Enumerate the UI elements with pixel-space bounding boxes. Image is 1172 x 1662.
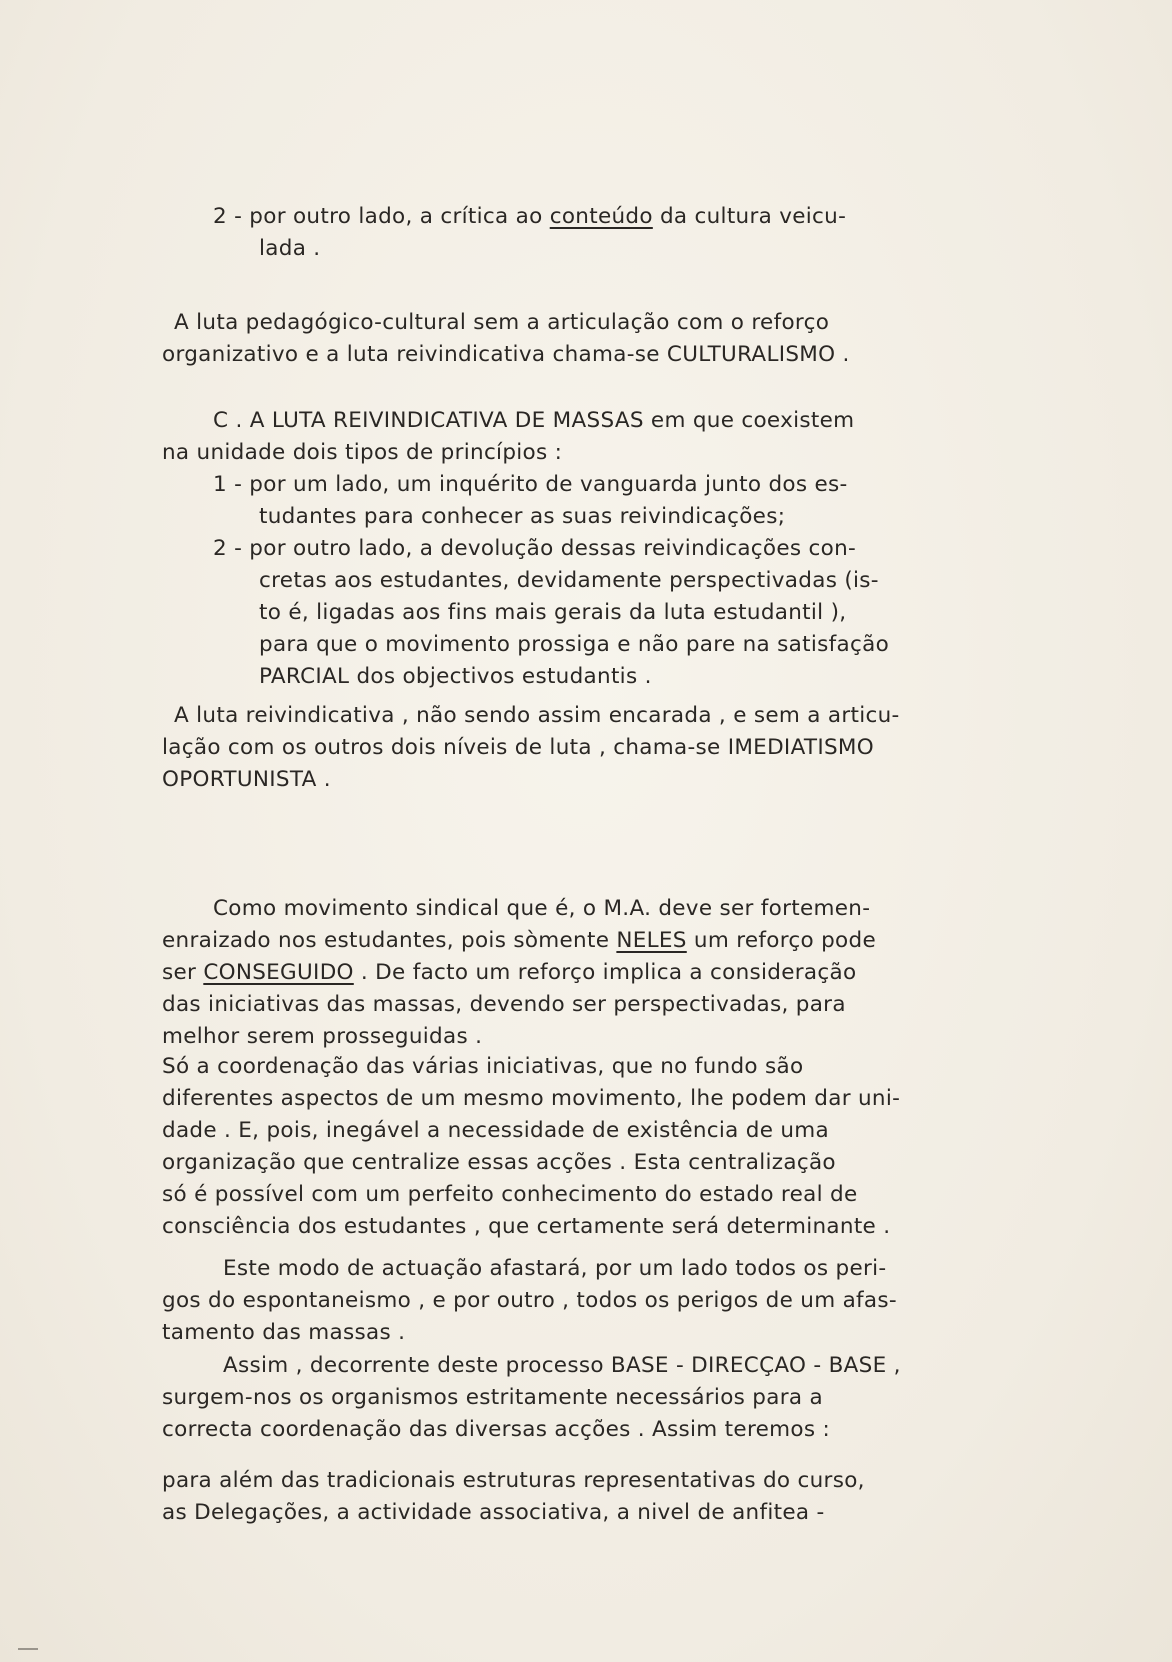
text-line: dade . E, pois, inegável a necessidade de existência de uma [162,1118,830,1143]
paragraph-estruturas [162,1465,1042,1529]
text-line: correcta coordenação das diversas acções . Assim teremos : [162,1417,831,1442]
text-line: Este modo de actuação afastará, por um lado todos os peri- [223,1256,887,1281]
text-line: A luta pedagógico-cultural sem a articulação com o reforço [174,310,830,335]
text-line: tudantes para conhecer as suas reivindicações; [259,504,786,529]
text-line [162,925,1042,957]
paragraph-imediatismo [162,700,1042,796]
list-item: 1 - por um lado, um inquérito de vanguarda junto dos es- [213,472,848,497]
paragraph-modo-actuacao [162,1253,1042,1349]
text-line: consciência dos estudantes , que certamente será determinante . [162,1214,891,1239]
section-heading-c: C . A LUTA REIVINDICATIVA DE MASSAS em que coexistem [213,408,855,433]
text-line: Como movimento sindical que é, o M.A. deve ser fortemen- [213,896,871,921]
text-line: na unidade dois tipos de princípios : [162,440,563,465]
paragraph-luta-reivindicativa [162,405,1042,693]
text-line: organização que centralize essas acções . Esta centralização [162,1150,836,1175]
text-line: OPORTUNISTA . [162,767,331,792]
text-line: lada . [259,236,321,261]
text-span: enraizado nos estudantes, pois sòmente [162,928,617,953]
text-line: to é, ligadas aos fins mais gerais da luta estudantil ), [259,600,847,625]
underlined-word: conteúdo [549,204,653,229]
text-line: gos do espontaneismo , e por outro , todos os perigos de um afas- [162,1288,897,1313]
text-line: diferentes aspectos de um mesmo movimento, lhe podem dar uni- [162,1086,901,1111]
paragraph-critica [213,201,1013,265]
text-line: só é possível com um perfeito conhecimento do estado real de [162,1182,858,1207]
text-line: as Delegações, a actividade associativa, a nivel de anfitea - [162,1500,825,1525]
text-line: A luta reivindicativa , não sendo assim encarada , e sem a articu- [174,703,900,728]
text-line: tamento das massas . [162,1320,406,1345]
list-item: 2 - por outro lado, a devolução dessas reivindicações con- [213,536,857,561]
text-span: . De facto um reforço implica a consideração [353,960,857,985]
text-line: melhor serem prosseguidas . [162,1024,483,1049]
paragraph-coordenacao [162,1051,1042,1243]
text-line: organizativo e a luta reivindicativa chama-se CULTURALISMO . [162,342,850,367]
text-span: um reforço pode [686,928,876,953]
text-line: PARCIAL dos objectivos estudantis . [259,664,652,689]
text-line: para além das tradicionais estruturas representativas do curso, [162,1468,865,1493]
text-line: cretas aos estudantes, devidamente perspectivadas (is- [259,568,879,593]
text-line: lação com os outros dois níveis de luta , chama-se IMEDIATISMO [162,735,874,760]
text-line [213,201,1013,233]
paragraph-movimento-sindical [162,893,1042,1053]
text-line: Assim , decorrente deste processo BASE - DIRECÇAO - BASE , [223,1353,901,1378]
text-span: ser [162,960,204,985]
text-line: surgem-nos os organismos estritamente necessários para a [162,1385,823,1410]
underlined-word: CONSEGUIDO [203,960,354,985]
text-span: 2 - por outro lado, a crítica ao [213,204,550,229]
text-line: Só a coordenação das várias iniciativas, que no fundo são [162,1054,804,1079]
text-line: das iniciativas das massas, devendo ser perspectivadas, para [162,992,846,1017]
paragraph-culturalismo [162,307,1042,371]
text-span: da cultura veicu- [652,204,847,229]
scan-mark [18,1648,38,1650]
paragraph-base-direccao-base [162,1350,1042,1446]
text-line [162,957,1042,989]
text-line: para que o movimento prossiga e não pare na satisfação [259,632,890,657]
underlined-word: NELES [616,928,687,953]
